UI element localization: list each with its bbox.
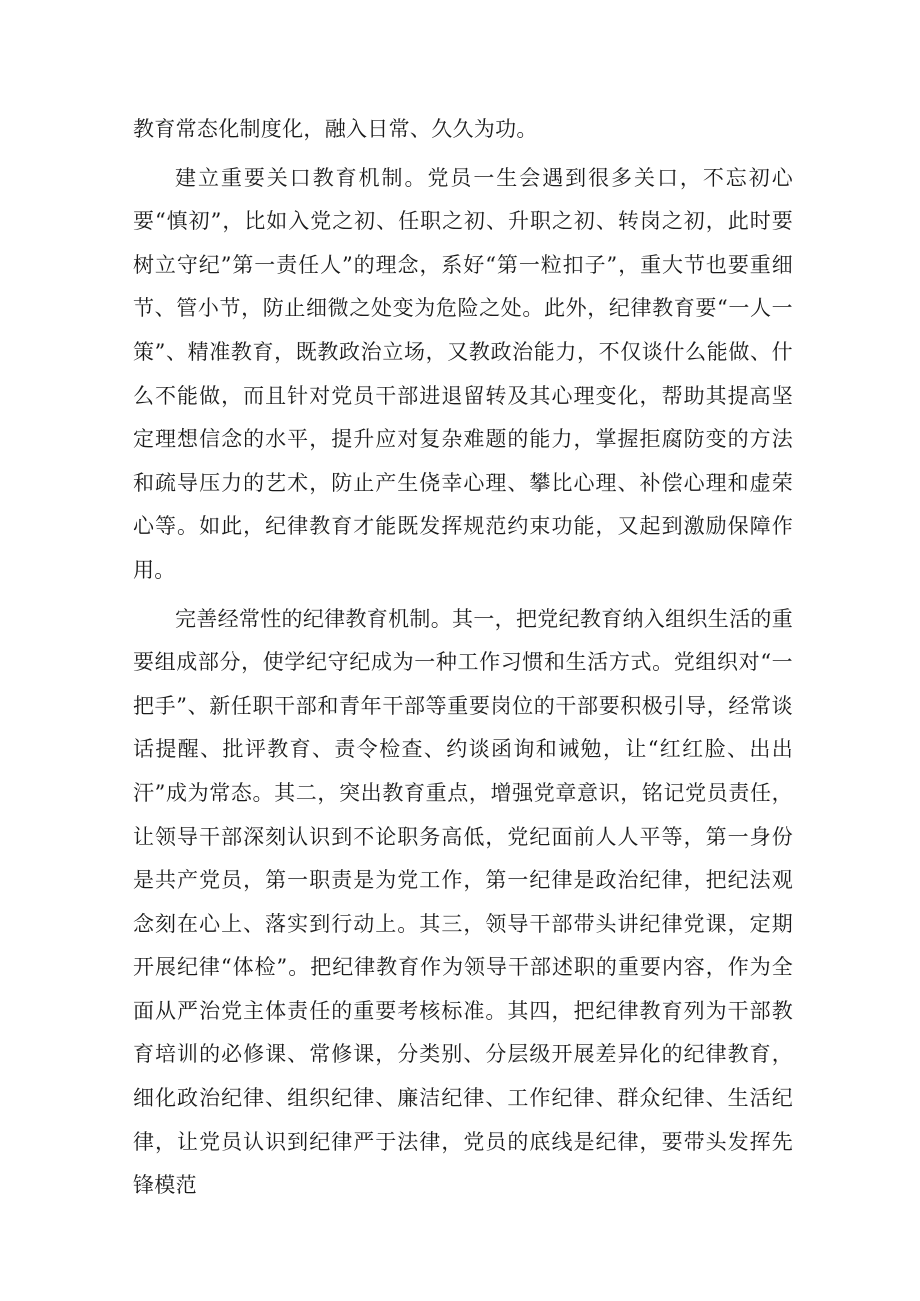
paragraph-regular-discipline-education: 完善经常性的纪律教育机制。其一，把党纪教育纳入组织生活的重要组成部分，使学纪守纪成为一种工作习惯和生活方式。党组织对“一把手”、新任职干部和青年干部等重要岗位的干部要积极引导，经常谈话提醒、批评教育、责令检查、约谈函询和诫勉，让“红红脸、出出汗”成为常态。其二，突出教育重点，增强党章意识，铭记党员责任，让领导干部深刻认识到不论职务高低，党纪面前人人平等，第一身份是共产党员，第一职责是为党工作，第一纪律是政治纪律，把纪法观念刻在心上、落实到行动上。其三，领导干部带头讲纪律党课，定期开展纪律“体检”。把纪律教育作为领导干部述职的重要内容，作为全面从严治党主体责任的重要考核标准。其四，把纪律教育列为干部教育培训的必修课、常修课，分类别、分层级开展差异化的纪律教育，细化政治纪律、组织纪律、廉洁纪律、工作纪律、群众纪律、生活纪律，让党员认识到纪律严于法律，党员的底线是纪律，要带头发挥先锋模范	[133, 606, 793, 1198]
paragraph-continuation: 教育常态化制度化，融入日常、久久为功。	[133, 117, 538, 141]
document-body	[133, 108, 793, 1208]
paragraph-key-checkpoint-education: 建立重要关口教育机制。党员一生会遇到很多关口，不忘初心要“慎初”，比如入党之初、任职之初、升职之初、转岗之初，此时要树立守纪”第一责任人”的理念，系好“第一粒扣子”，重大节也要重细节、管小节，防止细微之处变为危险之处。此外，纪律教育要“一人一策”、精准教育，既教政治立场，又教政治能力，不仅谈什么能做、什么不能做，而且针对党员干部进退留转及其心理变化，帮助其提高坚定理想信念的水平，提升应对复杂难题的能力，掌握拒腐防变的方法和疏导压力的艺术，防止产生侥幸心理、攀比心理、补偿心理和虚荣心等。如此，纪律教育才能既发挥规范约束功能，又起到激励保障作用。	[133, 165, 793, 582]
